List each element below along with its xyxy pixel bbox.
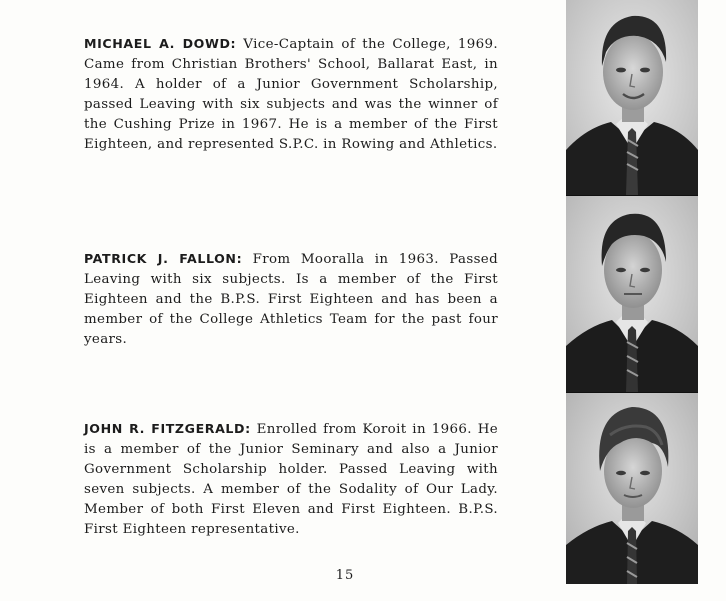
bio-text: Vice-Captain of the College, 1969. Came from Christian Brothers' School, Ballarat East, in 1964. A holder of a Junior Government Scholarship, passed Leaving with six subjects and was the winner of the Cushing Prize in 1967. He is a member of the First Eighteen, and represented S.P.C. in Rowing and Athletics. — [84, 37, 498, 152]
bio-name: MICHAEL A. DOWD: — [84, 36, 237, 51]
portrait-strip — [566, 0, 698, 584]
page-number: 15 — [335, 568, 355, 583]
bio-text: Enrolled from Koroit in 1966. He is a member of the Junior Seminary and also a Junior Government Scholarship holder. Passed Leaving with seven subjects. A member of the Sodality of Our Lady. Member of both First Eleven and First Eighteen. B.P.S. First Eighteen representative. — [84, 422, 498, 537]
bio-name: JOHN R. FITZGERALD: — [84, 421, 251, 436]
portrait-photo-patrick-fallon — [566, 196, 698, 392]
portrait-photo-michael-dowd — [566, 0, 698, 195]
bio-john-fitzgerald — [84, 419, 498, 540]
bio-michael-dowd — [84, 34, 498, 155]
bio-patrick-fallon — [84, 249, 498, 350]
bio-text: From Mooralla in 1963. Passed Leaving with six subjects. Is a member of the First Eighteen and the B.P.S. First Eighteen and has been a member of the College Athletics Team for the past four years. — [84, 252, 498, 347]
bio-name: PATRICK J. FALLON: — [84, 251, 243, 266]
portrait-photo-john-fitzgerald — [566, 393, 698, 584]
